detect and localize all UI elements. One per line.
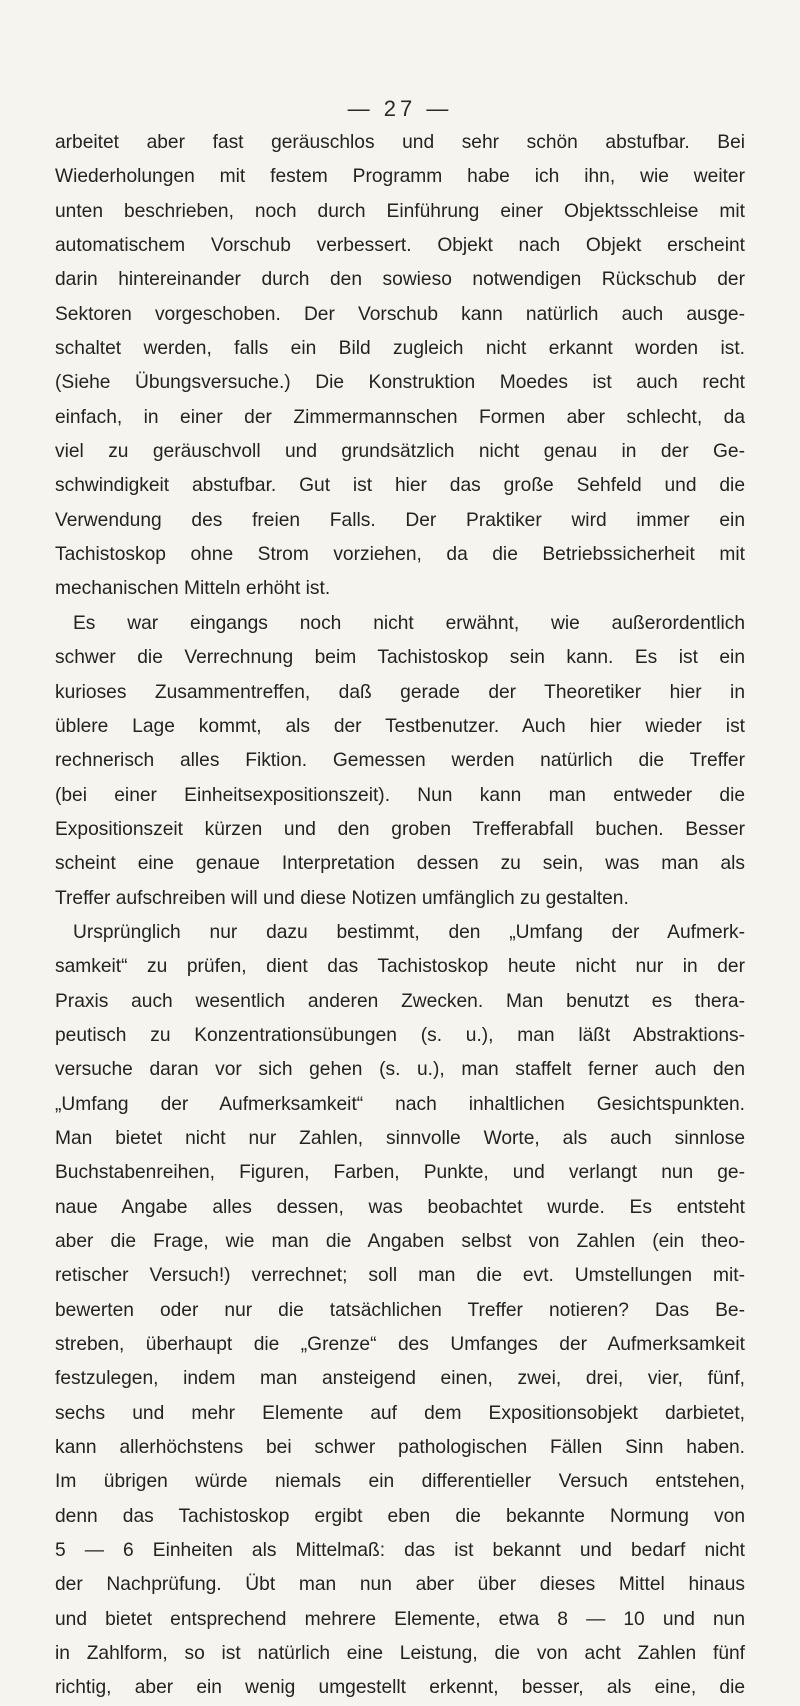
text-line: Verwendung des freien Falls. Der Praktiker wird immer ein [55,509,745,531]
text-line: üblere Lage kommt, als der Testbenutzer. Auch hier wieder ist [55,715,745,737]
body-text [55,126,745,1706]
text-line: darin hintereinander durch den sowieso notwendigen Rückschub der [55,269,745,291]
text-line: schwindigkeit abstufbar. Gut ist hier das große Sehfeld und die [55,475,745,497]
text-line: streben, überhaupt die „Grenze“ des Umfanges der Aufmerksamkeit [55,1334,745,1356]
text-line: unten beschrieben, noch durch Einführung einer Objektsschleise mit [55,200,745,222]
text-line: Expositionszeit kürzen und den groben Trefferabfall buchen. Besser [55,818,745,840]
text-line: Tachistoskop ohne Strom vorziehen, da die Betriebssicherheit mit [55,544,745,566]
text-line: scheint eine genaue Interpretation dessen zu sein, was man als [55,853,745,875]
text-line: retischer Versuch!) verrechnet; soll man die evt. Umstellungen mit- [55,1265,745,1287]
text-line: (bei einer Einheitsexpositionszeit). Nun kann man entweder die [55,784,745,806]
text-line: und bietet entsprechend mehrere Elemente, etwa 8 — 10 und nun [55,1608,745,1630]
text-line: Man bietet nicht nur Zahlen, sinnvolle Worte, als auch sinnlose [55,1127,745,1149]
text-line: Im übrigen würde niemals ein differentieller Versuch entstehen, [55,1471,745,1493]
text-line: viel zu geräuschvoll und grundsätzlich nicht genau in der Ge- [55,441,745,463]
text-line: Es war eingangs noch nicht erwähnt, wie außerordentlich [73,612,745,634]
text-line: aber die Frage, wie man die Angaben selbst von Zahlen (ein theo- [55,1231,745,1252]
text-line: kurioses Zusammentreffen, daß gerade der Theoretiker hier in [55,681,745,703]
text-line: kann allerhöchstens bei schwer pathologischen Fällen Sinn haben. [55,1437,745,1459]
text-line: festzulegen, indem man ansteigend einen, zwei, drei, vier, fünf, [55,1368,745,1390]
text-line: schaltet werden, falls ein Bild zugleich nicht erkannt worden ist. [55,338,745,360]
text-line: bewerten oder nur die tatsächlichen Treffer notieren? Das Be- [55,1299,745,1321]
text-line: „Umfang der Aufmerksamkeit“ nach inhaltlichen Gesichtspunkten. [55,1093,745,1115]
page-number: — 27 — [347,96,453,121]
text-line: schwer die Verrechnung beim Tachistoskop sein kann. Es ist ein [55,647,745,669]
text-line: der Nachprüfung. Übt man nun aber über dieses Mittel hinaus [55,1574,745,1596]
text-line: sechs und mehr Elemente auf dem Expositionsobjekt darbietet, [55,1402,745,1424]
text-line: Buchstabenreihen, Figuren, Farben, Punkte, und verlangt nun ge- [55,1162,745,1184]
text-line: 5 — 6 Einheiten als Mittelmaß: das ist bekannt und bedarf nicht [55,1540,745,1562]
text-line: peutisch zu Konzentrationsübungen (s. u.), man läßt Abstraktions- [55,1024,745,1046]
text-line: automatischem Vorschub verbessert. Objekt nach Objekt erscheint [55,235,745,257]
text-line: mechanischen Mitteln erhöht ist. [55,578,331,600]
text-line: einfach, in einer der Zimmermannschen Formen aber schlecht, da [55,406,745,428]
text-line: Wiederholungen mit festem Programm habe ich ihn, wie weiter [55,166,745,188]
text-line: richtig, aber ein wenig umgestellt erkennt, besser, als eine, die [55,1677,745,1699]
text-line: arbeitet aber fast geräuschlos und sehr schön abstufbar. Bei [55,132,745,153]
text-line: naue Angabe alles dessen, was beobachtet wurde. Es entsteht [55,1196,745,1218]
text-line: denn das Tachistoskop ergibt eben die bekannte Normung von [55,1505,745,1527]
text-line: rechnerisch alles Fiktion. Gemessen werden natürlich die Treffer [55,750,745,772]
text-line: Ursprünglich nur dazu bestimmt, den „Umfang der Aufmerk- [73,921,745,943]
text-line: versuche daran vor sich gehen (s. u.), man staffelt ferner auch den [55,1059,745,1081]
text-line: (Siehe Übungsversuche.) Die Konstruktion Moedes ist auch recht [55,372,745,394]
text-line: Sektoren vorgeschoben. Der Vorschub kann natürlich auch ausge- [55,303,745,325]
text-line: in Zahlform, so ist natürlich eine Leistung, die von acht Zahlen fünf [55,1643,745,1665]
text-line: Praxis auch wesentlich anderen Zwecken. Man benutzt es thera- [55,990,745,1012]
text-line: samkeit“ zu prüfen, dient das Tachistoskop heute nicht nur in der [55,956,745,978]
text-line: Treffer aufschreiben will und diese Notizen umfänglich zu gestalten. [55,887,629,909]
